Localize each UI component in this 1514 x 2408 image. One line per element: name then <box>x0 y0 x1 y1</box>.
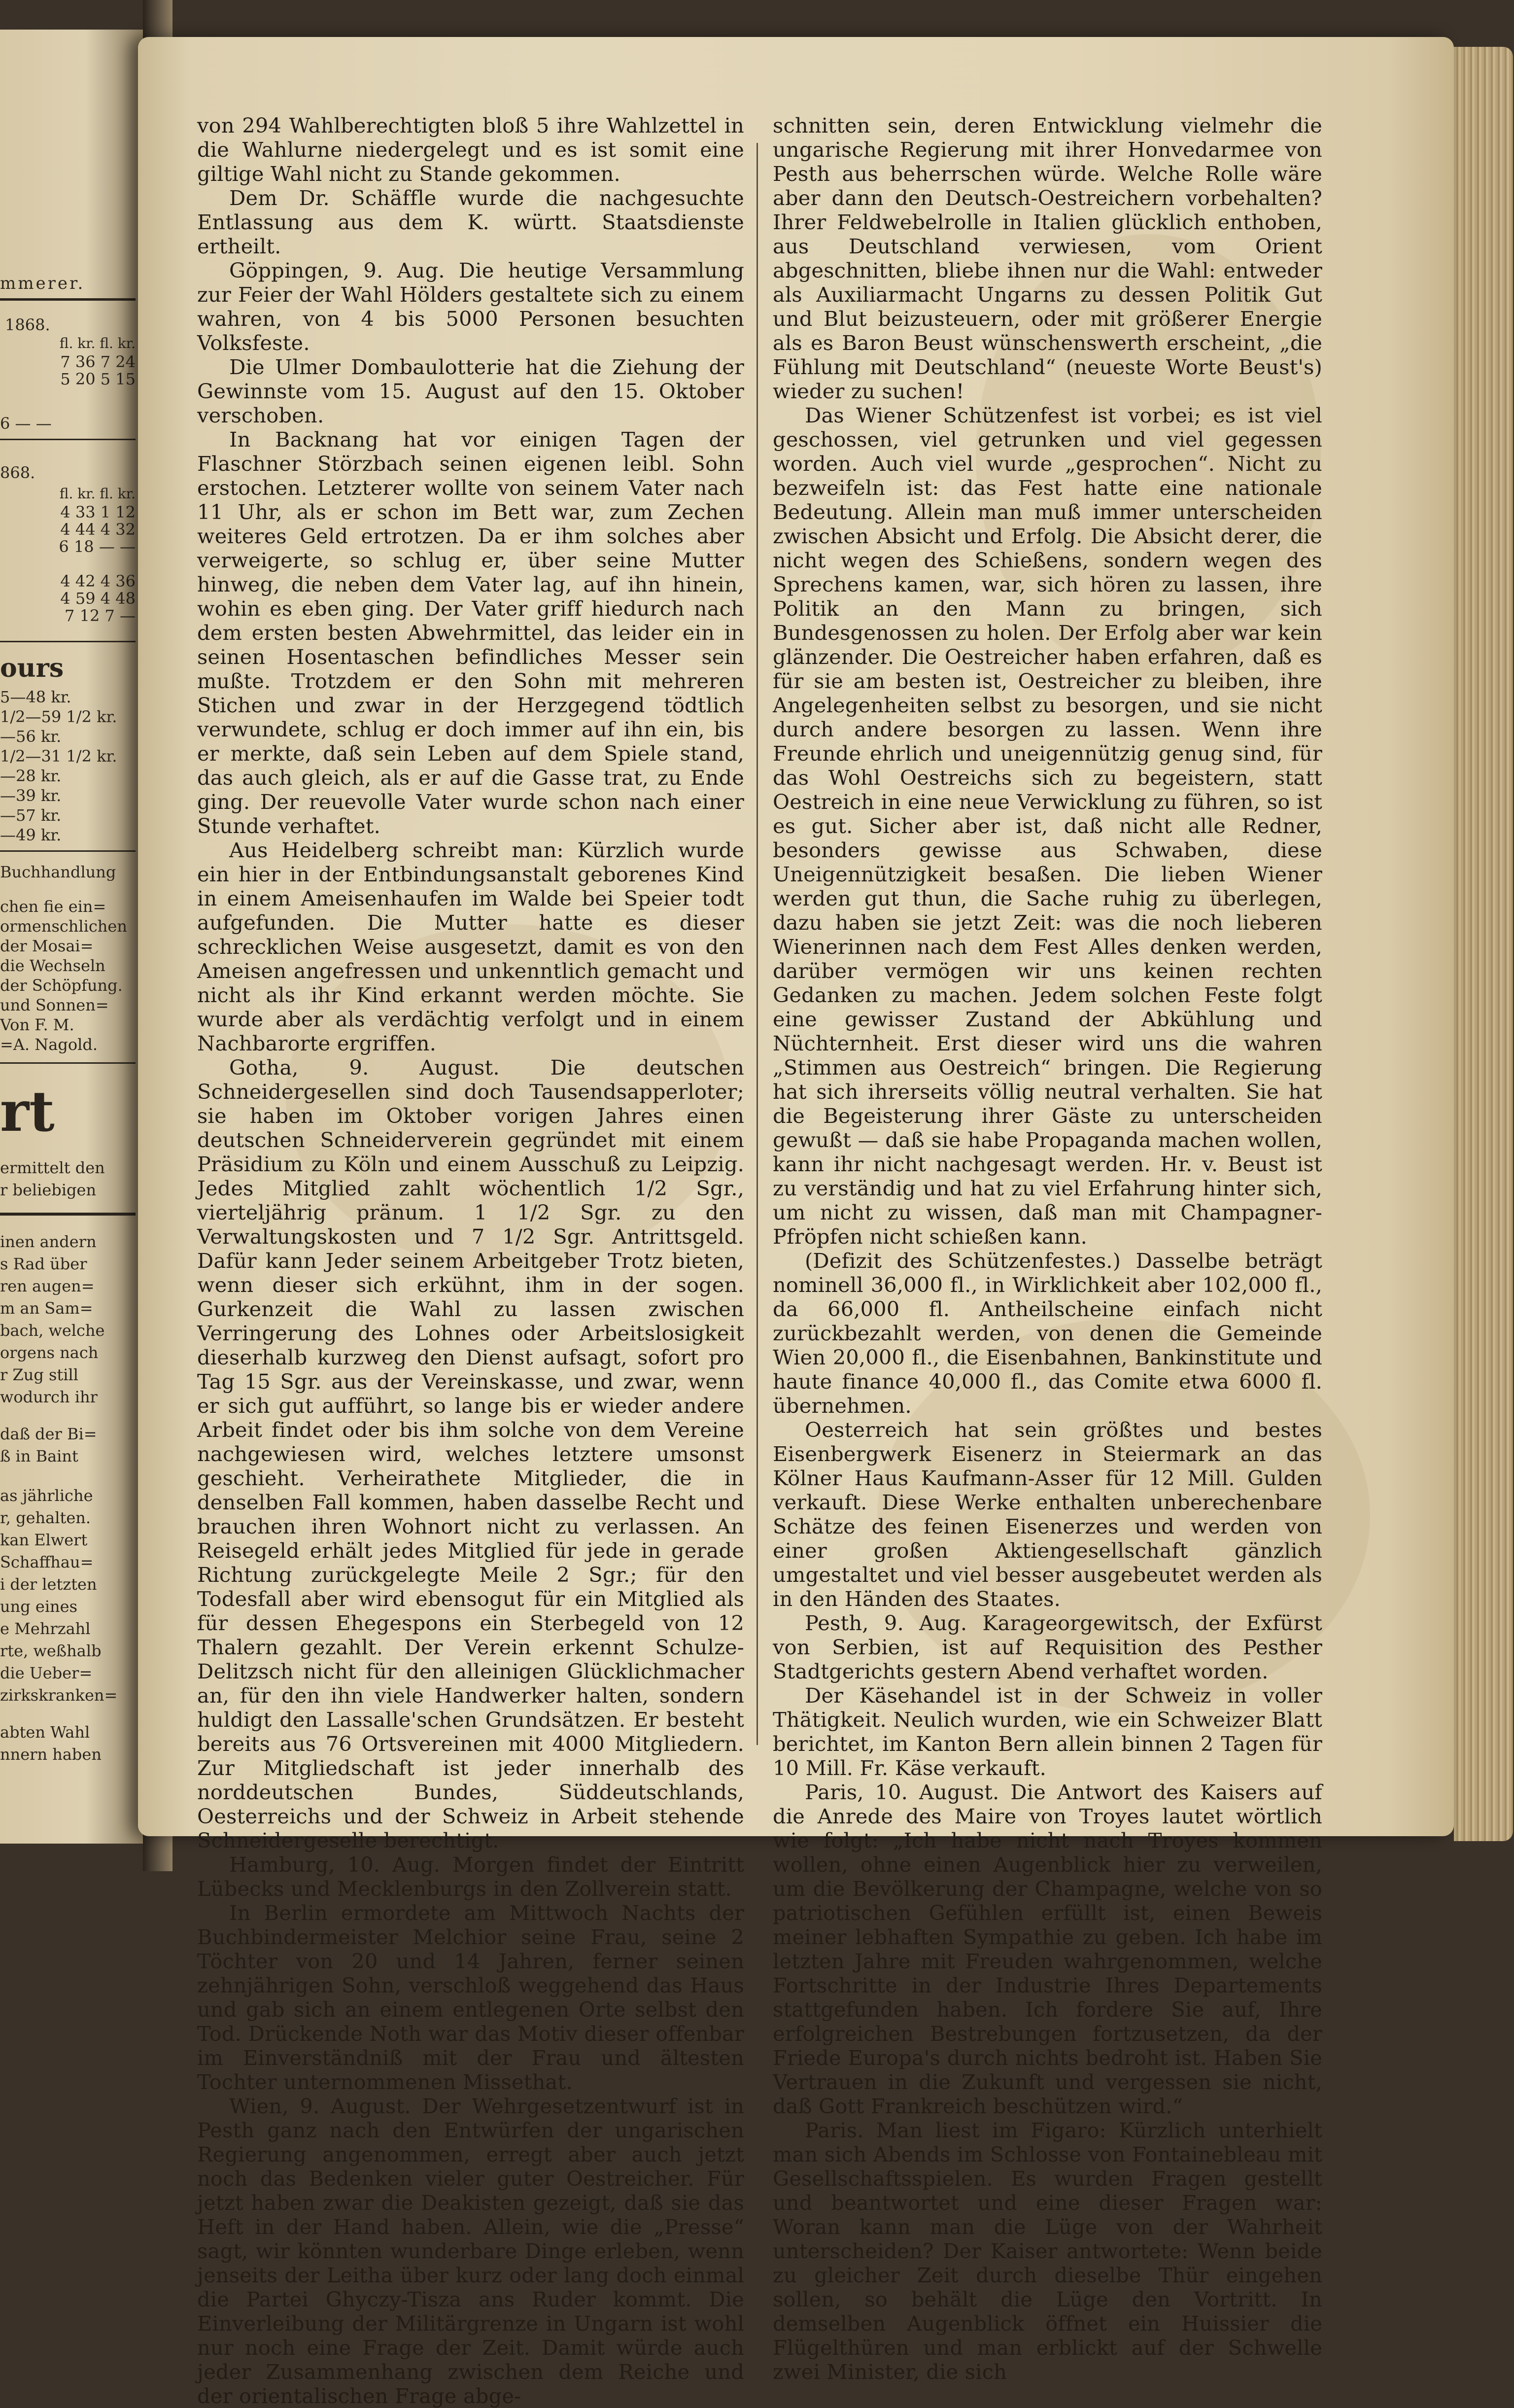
left-snippet: orgens nach <box>0 1343 99 1362</box>
left-rule <box>0 439 136 440</box>
left-snippet: zirkskranken= <box>0 1686 118 1705</box>
left-rule <box>0 1213 136 1216</box>
left-snippet: daß der Bi= <box>0 1425 97 1443</box>
left-snippet: ß in Baint <box>0 1447 78 1466</box>
left-snippet: rte, weßhalb <box>0 1641 102 1660</box>
left-snippet: die Ueber= <box>0 1664 93 1682</box>
left-snippet: inen andern <box>0 1232 97 1251</box>
left-snippet: 5 20 5 15 <box>60 370 136 388</box>
left-snippet: kan Elwert <box>0 1531 88 1549</box>
left-snippet: Von F. M. <box>0 1015 74 1034</box>
left-snippet: ormenschlichen <box>0 917 127 936</box>
article-paragraph: schnitten sein, deren Entwicklung vielmehr die ungarische Regierung mit ihrer Honvedarmee von Pesth aus beherrschen würde. Welche Rolle wäre aber dann den Deutsch-Oestreichern vorbehalten? Ihrer Feldwebelrolle in Italien glücklich enthoben, aus Deutschland verwiesen, vom Orient abgeschnitten, bliebe ihnen nur die Wahl: entweder als Auxiliarmacht Ungarns zu dessen Politik Gut und Blut beizusteuern, oder mit größerer Energie als es Baron Beust wünschenswerth erscheint, „die Fühlung mit Deutschland“ (neueste Worte Beust's) wieder zu suchen! <box>773 113 1322 403</box>
article-paragraph: Göppingen, 9. Aug. Die heutige Versammlung zur Feier der Wahl Hölders gestaltete sich zu einem wahren, von 4 bis 5000 Personen besuchten Volksfeste. <box>197 258 744 355</box>
article-paragraph: Pesth, 9. Aug. Karageorgewitsch, der Exfürst von Serbien, ist auf Requisition des Pesther Stadtgerichts gestern Abend verhaftet worden. <box>773 1611 1322 1683</box>
article-paragraph: Paris. Man liest im Figaro: Kürzlich unterhielt man sich Abends im Schlosse von Fontainebleau mit Gesellschaftsspielen. Es wurden Fragen gestellt und beantwortet und eine dieser Fragen war: Woran kann man die Lüge von der Wahrheit unterscheiden? Der Kaiser antwortete: Wenn beide zu gleicher Zeit durch dieselbe Thür eingehen sollen, so behält die Lüge den Vortritt. In demselben Augenblick öffnet ein Huissier die Flügelthüren und man erblickt auf der Schwelle zwei Minister, die sich <box>773 2118 1322 2384</box>
left-snippet: ermittelt den <box>0 1158 105 1177</box>
left-snippet: 868. <box>0 463 35 482</box>
article-paragraph: Der Käsehandel ist in der Schweiz in voller Thätigkeit. Neulich wurden, wie ein Schweizer Blatt berichtet, im Kanton Bern allein binnen 2 Tagen für 10 Mill. Fr. Käse verkauft. <box>773 1683 1322 1780</box>
left-snippet: 1868. <box>5 315 50 334</box>
left-snippet: 5—48 kr. <box>0 688 71 706</box>
left-snippet: m an Sam= <box>0 1299 93 1318</box>
left-snippet: r, gehalten. <box>0 1508 91 1527</box>
left-snippet: s Rad über <box>0 1255 87 1273</box>
article-paragraph: Hamburg, 10. Aug. Morgen findet der Eintritt Lübecks und Mecklenburgs in den Zollverein statt. <box>197 1852 744 1901</box>
left-snippet: und Sonnen= <box>0 996 109 1014</box>
article-paragraph: (Defizit des Schützenfestes.) Dasselbe beträgt nominell 36,000 fl., in Wirklichkeit aber 102,000 fl., da 66,000 fl. Antheilscheine einfach nicht zurückbezahlt werden, von denen die Gemeinde Wien 20,000 fl., die Eisenbahnen, Bankinstitute und haute finance 40,000 fl., das Comite etwa 6000 fl. übernehmen. <box>773 1249 1322 1418</box>
left-snippet: Buchhandlung <box>0 863 116 881</box>
left-snippet: 7 12 7 — <box>65 606 136 625</box>
left-rule <box>0 1062 136 1064</box>
left-snippet: —57 kr. <box>0 806 62 825</box>
article-paragraph: Paris, 10. August. Die Antwort des Kaisers auf die Anrede des Maire von Troyes lautet wörtlich wie folgt: „Ich habe nicht nach Troyes kommen wollen, ohne einen Augenblick hier zu verweilen, um die Bevölkerung der Champagne, welche von so patriotischen Gefühlen erfüllt ist, einen Beweis meiner lebhaften Sympathie zu geben. Ich habe im letzten Jahre mit Freuden wahrgenommen, welche Fortschritte in der Industrie Ihres Departements stattgefunden haben. Ich fordere Sie auf, Ihre erfolgreichen Bestrebungen fortzusetzen, da der Friede Europa's durch nichts bedroht ist. Haben Sie Vertrauen in die Zukunft und vergessen sie nicht, daß Gott Frankreich beschützen wird.“ <box>773 1780 1322 2118</box>
column-right <box>773 113 1322 2384</box>
article-paragraph: Aus Heidelberg schreibt man: Kürzlich wurde ein hier in der Entbindungsanstalt geborenes Kind in einem Ameisenhaufen im Walde bei Speier todt aufgefunden. Die Mutter hatte es dieser schrecklichen Weise ausgesetzt, damit es von den Ameisen angefressen und unkenntlich gemacht und nicht als ihr Kind erkannt werden möchte. Sie wurde aber als verdächtig verfolgt und in einem Nachbarorte ergriffen. <box>197 838 744 1055</box>
left-snippet: wodurch ihr <box>0 1388 98 1406</box>
article-paragraph: Das Wiener Schützenfest ist vorbei; es ist viel geschossen, viel getrunken und viel gegessen worden. Auch viel wurde „gesprochen“. Nicht zu bezweifeln ist: das Fest hatte eine nationale Bedeutung. Allein man muß immer unterscheiden zwischen Absicht und Erfolg. Die Absicht derer, die nicht wegen des Schießens, sondern wegen des Sprechens kamen, war, sich hören zu lassen, ihre Politik an den Mann zu bringen, sich Bundesgenossen zu holen. Der Erfolg aber war kein glänzender. Die Oestreicher haben erfahren, daß es für sie am besten ist, Oestreicher zu bleiben, ihre Angelegenheiten selbst zu besorgen, und sie nicht durch andere besorgen zu lassen. Wenn ihre Freunde ehrlich und uneigennützig genug sind, für das Wohl Oestreichs sich zu begeistern, statt Oestreich in eine neue Verwicklung zu führen, so ist es gut. Sicher aber ist, daß nicht alle Redner, besonders gewisse aus Schwaben, diese Uneigennützigkeit besaßen. Die lieben Wiener werden gut thun, die Sache ruhig zu überlegen, dazu haben sie jetzt Zeit: was die noch lieberen Wienerinnen nach dem Fest Alles denken werden, darüber vermögen wir uns keinen rechten Gedanken zu machen. Jedem solchen Feste folgt eine gewisser Zustand der Abkühlung und Nüchternheit. Erst dieser wird uns die wahren „Stimmen aus Oestreich“ bringen. Die Regierung hat sich ihrerseits völlig neutral verhalten. Sie hat die Begeisterung ihrer Gäste zu unterscheiden gewußt — daß sie habe Propaganda machen wollen, kann ihr nicht nachgesagt werden. Hr. v. Beust ist zu verständig und hat zu viel Erfahrung hinter sich, um nicht zu wissen, daß man mit Champagner-Pfröpfen nicht schießen kann. <box>773 403 1322 1249</box>
left-snippet: 6 — — <box>0 414 52 433</box>
left-snippet: chen fie ein= <box>0 897 106 916</box>
left-snippet: =A. Nagold. <box>0 1035 98 1054</box>
left-snippet: ours <box>0 653 64 683</box>
left-snippet: —49 kr. <box>0 826 62 844</box>
left-snippet: —56 kr. <box>0 727 62 746</box>
left-snippet: 1/2—59 1/2 kr. <box>0 707 117 726</box>
article-paragraph: Gotha, 9. August. Die deutschen Schneidergesellen sind doch Tausendsapperloter; sie haben im Oktober vorigen Jahres einen deutschen Schneiderverein gegründet mit einem Präsidium zu Köln und einem Ausschuß zu Leipzig. Jedes Mitglied zahlt wöchentlich 1/2 Sgr., vierteljährig pränum. 1 1/2 Sgr. zu den Verwaltungskosten und 7 1/2 Sgr. Antrittsgeld. Dafür kann Jeder seinem Arbeitgeber Trotz bieten, wenn dieser sich erkühnt, ihm in der sogen. Gurkenzeit die Wahl zu lassen zwischen Verringerung des Lohnes oder Arbeitslosigkeit dieserhalb kurzweg den Dienst aufsagt, sofort pro Tag 15 Sgr. aus der Vereinskasse, und zwar, wenn er sich gut aufführt, so lange bis er wieder andere Arbeit findet oder bis ihm solche von dem Vereine nachgewiesen wird, welches letztere umsonst geschieht. Verheirathete Mitglieder, die in denselben Fall kommen, haben dasselbe Recht und brauchen ihren Wohnort nicht zu verlassen. An Reisegeld erhält jedes Mitglied für jede in gerade Richtung zurückgelegte Meile 2 Sgr.; für den Todesfall aber wird ebensogut für ein Mitglied als für dessen Ehegespons ein Sterbegeld von 12 Thalern gezahlt. Der Verein erkennt Schulze-Delitzsch nicht für den alleinigen Glücklichmacher an, für den ihn viele Handwerker halten, sondern huldigt den Lassalle'schen Grundsätzen. Er besteht bereits aus 76 Ortsvereinen mit 4000 Mitgliedern. Zur Mitgliedschaft ist jeder innerhalb des norddeutschen Bundes, Süddeutschlands, Oesterreichs und der Schweiz in Arbeit stehende Schneidergeselle berechtigt. <box>197 1055 744 1852</box>
left-rule <box>0 641 136 642</box>
left-snippet: der Schöpfung. <box>0 976 123 995</box>
article-paragraph: In Berlin ermordete am Mittwoch Nachts der Buchbindermeister Melchior seine Frau, seine 2 Töchter von 20 und 14 Jahren, ferner seinen zehnjährigen Sohn, verschloß weggehend das Haus und gab sich an einem entlegenen Orte selbst den Tod. Drückende Noth war das Motiv dieser offenbar im Einverständniß mit der Frau und ältesten Tochter unternommenen Missethat. <box>197 1901 744 2094</box>
article-paragraph: Dem Dr. Schäffle wurde die nachgesuchte Entlassung aus dem K. württ. Staatsdienste ertheilt. <box>197 186 744 258</box>
article-paragraph: Die Ulmer Dombaulotterie hat die Ziehung der Gewinnste vom 15. August auf den 15. Oktober verschoben. <box>197 355 744 427</box>
article-paragraph: Wien, 9. August. Der Wehrgesetzentwurf ist in Pesth ganz nach den Entwürfen der ungarischen Regierung angenommen, erregt aber auch jetzt noch das Bedenken vieler guter Oestreicher. Für jetzt haben zwar die Deakisten gezeigt, daß sie das Heft in der Hand haben. Allein, wie die „Presse“ sagt, wir könnten wunderbare Dinge erleben, wenn jenseits der Leitha über kurz oder lang doch einmal die Partei Ghyczy-Tisza ans Ruder kommt. Die Einverleibung der Militärgrenze in Ungarn ist wohl nur noch eine Frage der Zeit. Damit würde auch jeder Zusammenhang zwischen dem Reiche und der orientalischen Frage abge- <box>197 2094 744 2408</box>
left-snippet: 7 36 7 24 <box>60 352 136 371</box>
left-snippet: die Wechseln <box>0 956 105 975</box>
left-snippet: ung eines <box>0 1597 78 1616</box>
left-snippet: 4 33 1 12 <box>60 503 136 522</box>
left-snippet: abten Wahl <box>0 1723 90 1742</box>
left-snippet: e Mehrzahl <box>0 1619 91 1638</box>
left-snippet: r beliebigen <box>0 1181 97 1199</box>
left-snippet: 4 44 4 32 <box>60 520 136 539</box>
left-snippet: —39 kr. <box>0 786 62 805</box>
left-snippet: mmerer. <box>0 274 85 293</box>
left-rule <box>0 298 136 301</box>
left-snippet: 1/2—31 1/2 kr. <box>0 747 117 766</box>
left-snippet: as jährliche <box>0 1486 93 1505</box>
left-snippet: nnern haben <box>0 1745 102 1764</box>
left-snippet: rt <box>0 1080 55 1144</box>
article-paragraph: In Backnang hat vor einigen Tagen der Flaschner Störzbach seinen eigenen leibl. Sohn erstochen. Letzterer wollte von seinem Vater nach 11 Uhr, als er schon im Bett war, zum Zechen weiteres Geld ertrotzen. Da er ihm solches aber verweigerte, so schlug er, über seine Mutter hinweg, die neben dem Vater lag, auf ihn hinein, wohin es eben ging. Der Vater griff hiedurch nach dem ersten besten Abwehrmittel, das leider ein in seinen Hosentaschen befindliches Messer sein mußte. Trotzdem er den Sohn mit mehreren Stichen und zwar in der Herzgegend tödtlich verwundete, schlug er doch immer auf ihn ein, bis er merkte, daß sein Leben auf dem Spiele stand, das auch gleich, als er auf die Gasse trat, zu Ende ging. Der reuevolle Vater wurde schon nach einer Stunde verhaftet. <box>197 427 744 838</box>
page-edges <box>1454 47 1513 1841</box>
left-snippet: der Mosai= <box>0 937 94 955</box>
left-snippet: ren augen= <box>0 1277 95 1295</box>
left-snippet: —28 kr. <box>0 767 62 785</box>
column-divider <box>757 143 758 1745</box>
left-snippet: Schaffhau= <box>0 1553 94 1571</box>
left-snippet: bach, welche <box>0 1321 105 1340</box>
column-left <box>197 113 744 2408</box>
article-paragraph: von 294 Wahlberechtigten bloß 5 ihre Wahlzettel in die Wahlurne niedergelegt und es ist somit eine giltige Wahl nicht zu Stande gekommen. <box>197 113 744 186</box>
left-snippet: 4 59 4 48 <box>60 589 136 608</box>
previous-page-fragment <box>0 30 143 1844</box>
article-paragraph: Oesterreich hat sein größtes und bestes Eisenbergwerk Eisenerz in Steiermark an das Kölner Haus Kaufmann-Asser für 12 Mill. Gulden verkauft. Diese Werke enthalten unberechenbare Schätze des feinen Eisenerzes und werden von einer großen Aktiengesellschaft gänzlich umgestaltet und viel besser ausgebeutet werden als in den Händen des Staates. <box>773 1418 1322 1611</box>
left-rule <box>0 850 136 852</box>
left-snippet: 6 18 — — <box>59 537 136 556</box>
left-snippet: fl. kr. fl. kr. <box>59 486 136 502</box>
left-snippet: r Zug still <box>0 1365 78 1384</box>
left-snippet: 4 42 4 36 <box>60 572 136 591</box>
left-snippet: i der letzten <box>0 1575 97 1594</box>
left-snippet: fl. kr. fl. kr. <box>59 335 136 351</box>
